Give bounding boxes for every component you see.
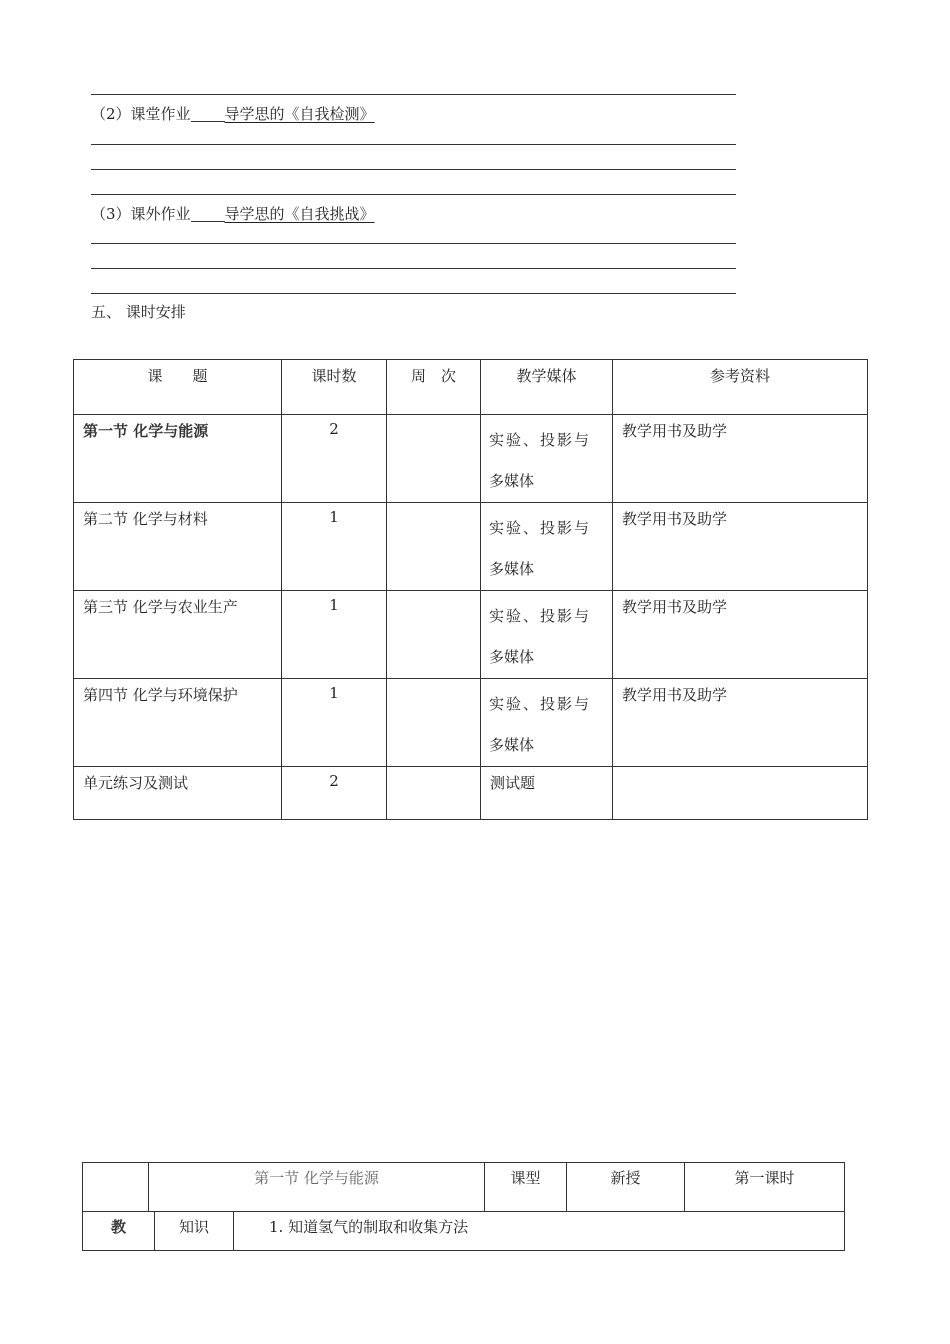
header-topic: 课 题 [74, 360, 282, 415]
row-media-line1: 实验、投影与 [489, 519, 592, 537]
row-hours: 1 [282, 591, 387, 679]
rule-line [91, 144, 736, 145]
outside-work-value: 导学思的《自我挑战》 [224, 205, 375, 223]
row-reference: 教学用书及助学 [613, 503, 868, 591]
row-reference: 教学用书及助学 [613, 679, 868, 767]
classwork-value: 导学思的《自我检测》 [224, 105, 375, 123]
rule-line [91, 194, 736, 195]
row-title: 单元练习及测试 [74, 767, 282, 820]
schedule-table [73, 359, 868, 820]
row-title: 第二节 化学与材料 [74, 503, 282, 591]
header-week: 周 次 [387, 360, 481, 415]
lesson-row-label: 教 [83, 1212, 155, 1251]
table-row [74, 415, 868, 503]
lesson-empty-cell [83, 1163, 149, 1212]
row-media-line1: 实验、投影与 [489, 431, 592, 449]
row-reference: 教学用书及助学 [613, 415, 868, 503]
outside-work-line [91, 203, 375, 224]
row-media-line2: 多媒体 [489, 648, 535, 666]
classwork-line [91, 103, 375, 124]
row-week [387, 767, 481, 820]
lesson-content-row [83, 1212, 845, 1251]
lesson-table [82, 1162, 845, 1251]
row-week [387, 503, 481, 591]
lesson-type-label: 课型 [485, 1163, 567, 1212]
lesson-header-row [83, 1163, 845, 1212]
classwork-label: （2）课堂作业 [91, 105, 191, 123]
row-title: 第四节 化学与环境保护 [74, 679, 282, 767]
lesson-category: 知识 [155, 1212, 234, 1251]
row-week [387, 679, 481, 767]
rule-line [91, 293, 736, 294]
lesson-period: 第一课时 [685, 1163, 845, 1212]
rule-line [91, 169, 736, 170]
rule-line [91, 94, 736, 95]
lesson-type-value: 新授 [567, 1163, 685, 1212]
row-media [481, 679, 613, 767]
row-media-line1: 实验、投影与 [489, 607, 592, 625]
row-title: 第三节 化学与农业生产 [74, 591, 282, 679]
row-media-line2: 多媒体 [489, 472, 535, 490]
header-media: 教学媒体 [481, 360, 613, 415]
section-title: 五、 课时安排 [91, 303, 186, 321]
classwork-blank [191, 107, 225, 122]
row-title: 第一节 化学与能源 [74, 415, 282, 503]
rule-line [91, 243, 736, 244]
outside-work-label: （3）课外作业 [91, 205, 191, 223]
row-hours: 2 [282, 767, 387, 820]
row-media: 测试题 [481, 767, 613, 820]
row-media-line2: 多媒体 [489, 560, 535, 578]
row-media [481, 591, 613, 679]
header-reference: 参考资料 [613, 360, 868, 415]
outside-work-blank [191, 207, 225, 222]
row-week [387, 415, 481, 503]
rule-line [91, 268, 736, 269]
table-row [74, 767, 868, 820]
row-hours: 1 [282, 503, 387, 591]
row-reference: 教学用书及助学 [613, 591, 868, 679]
row-media [481, 503, 613, 591]
row-media-line2: 多媒体 [489, 736, 535, 754]
row-reference [613, 767, 868, 820]
table-row [74, 503, 868, 591]
schedule-header-row [74, 360, 868, 415]
table-row [74, 679, 868, 767]
row-media-line1: 实验、投影与 [489, 695, 592, 713]
lesson-title: 第一节 化学与能源 [149, 1163, 485, 1212]
row-hours: 1 [282, 679, 387, 767]
table-row [74, 591, 868, 679]
row-week [387, 591, 481, 679]
lesson-content: 1. 知道氢气的制取和收集方法 [234, 1212, 845, 1251]
row-media [481, 415, 613, 503]
header-hours: 课时数 [282, 360, 387, 415]
row-hours: 2 [282, 415, 387, 503]
